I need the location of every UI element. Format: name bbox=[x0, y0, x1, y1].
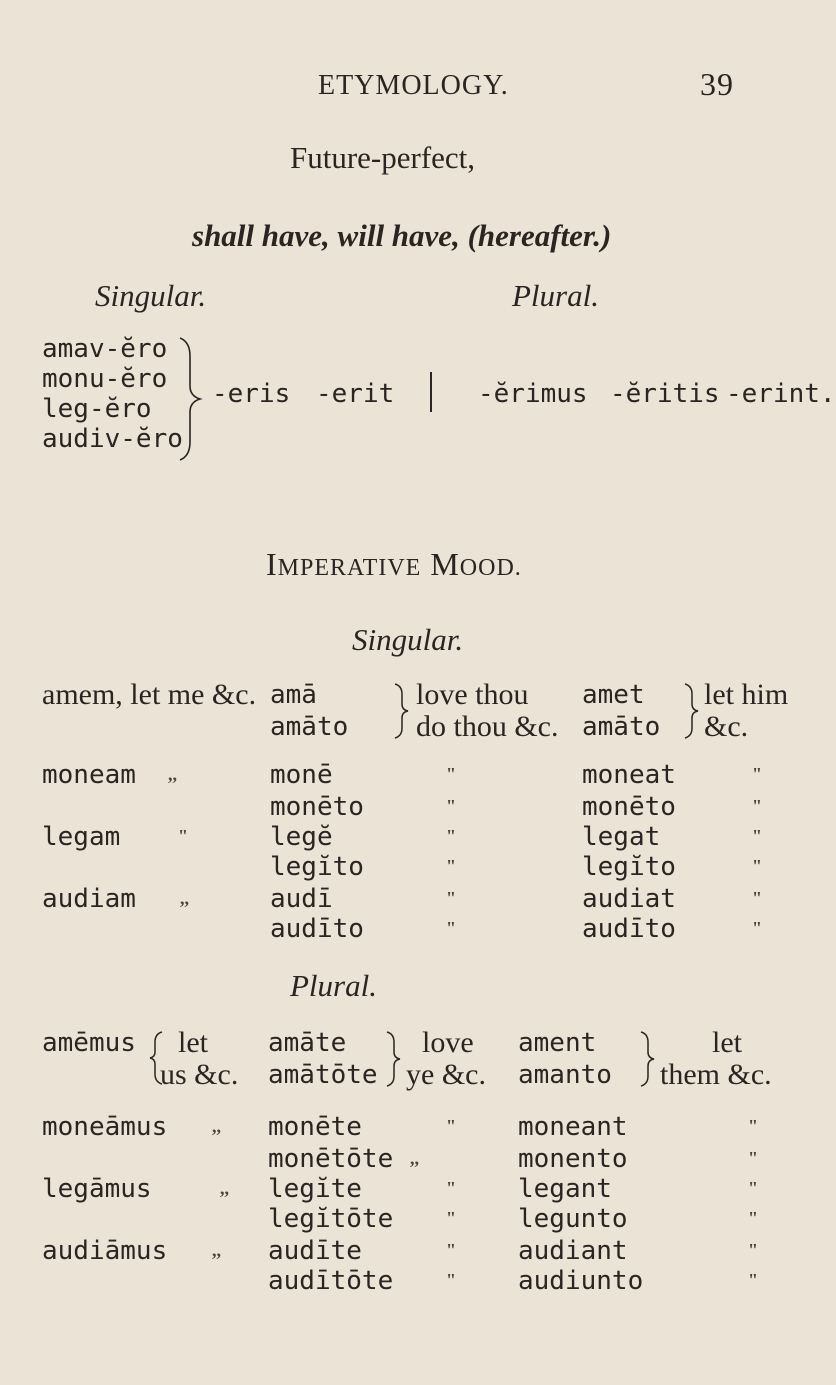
audito-2: audīto bbox=[270, 914, 364, 944]
gloss-do-thou: do thou &c. bbox=[416, 710, 559, 743]
ditto-mark: " bbox=[178, 826, 188, 846]
gloss-us-etc: us &c. bbox=[160, 1058, 239, 1091]
audiamus: audiāmus bbox=[42, 1236, 168, 1266]
moneamus: moneāmus bbox=[42, 1112, 168, 1142]
amato-3: amāto bbox=[582, 712, 661, 742]
mone: monē bbox=[270, 760, 333, 790]
ditto-mark: " bbox=[752, 888, 762, 908]
running-head: ETYMOLOGY. bbox=[318, 70, 509, 101]
singular-label: Singular. bbox=[95, 278, 207, 313]
monetote: monētōte bbox=[268, 1144, 394, 1174]
lege: legĕ bbox=[270, 822, 333, 852]
plural-label: Plural. bbox=[512, 278, 599, 313]
ama: amā bbox=[270, 680, 317, 710]
audiant: audiant bbox=[518, 1236, 628, 1266]
tense-translation: shall have, will have, (hereafter.) bbox=[192, 218, 612, 253]
gloss-ye-etc: ye &c. bbox=[406, 1058, 486, 1091]
ditto-mark: " bbox=[446, 918, 456, 938]
mood-title: IMPERATIVE MOOD. bbox=[266, 546, 522, 582]
brace-amet bbox=[682, 682, 702, 740]
ament: ament bbox=[518, 1028, 597, 1058]
gloss-let-them: let bbox=[712, 1026, 742, 1059]
ditto-mark: " bbox=[752, 796, 762, 816]
legitote: legĭtōte bbox=[268, 1204, 394, 1234]
ditto-mark: ,, bbox=[410, 1148, 419, 1168]
ending-eritis: -ĕritis bbox=[610, 379, 720, 409]
ditto-mark: " bbox=[446, 1240, 456, 1260]
ending-erimus: -ĕrimus bbox=[478, 379, 588, 409]
legam: legam bbox=[42, 822, 121, 852]
gloss-them-etc: them &c. bbox=[660, 1058, 772, 1091]
legant: legant bbox=[518, 1174, 612, 1204]
ditto-mark: " bbox=[748, 1240, 758, 1260]
page-number: 39 bbox=[700, 66, 734, 102]
moneat: moneat bbox=[582, 760, 676, 790]
stem-amav: amav-ĕro bbox=[42, 334, 168, 364]
amem-entry: amem, let me &c. bbox=[42, 678, 257, 711]
ditto-mark: " bbox=[446, 856, 456, 876]
ditto-mark: " bbox=[446, 1270, 456, 1290]
audito-3: audīto bbox=[582, 914, 676, 944]
amanto: amanto bbox=[518, 1060, 612, 1090]
number-divider bbox=[430, 372, 432, 412]
moneto-2: monēto bbox=[270, 792, 364, 822]
brace-ama bbox=[392, 682, 412, 740]
ditto-mark: " bbox=[748, 1270, 758, 1290]
auditote: audītōte bbox=[268, 1266, 394, 1296]
audiunto: audiunto bbox=[518, 1266, 644, 1296]
ending-erit: -erit bbox=[316, 379, 395, 409]
legamus: legāmus bbox=[42, 1174, 152, 1204]
legite: legĭte bbox=[268, 1174, 362, 1204]
legito-2: legĭto bbox=[270, 852, 364, 882]
stem-leg: leg-ĕro bbox=[42, 394, 152, 424]
ditto-mark: " bbox=[748, 1208, 758, 1228]
gloss-let-him: let him bbox=[704, 678, 789, 711]
audi: audī bbox=[270, 884, 333, 914]
imperative-singular-label: Singular. bbox=[352, 622, 464, 657]
legunto: legunto bbox=[518, 1204, 628, 1234]
ditto-mark: " bbox=[752, 856, 762, 876]
ditto-mark: " bbox=[446, 826, 456, 846]
ditto-mark: ,, bbox=[220, 1178, 229, 1198]
ditto-mark: " bbox=[446, 764, 456, 784]
audiam: audiam bbox=[42, 884, 136, 914]
ending-erint: -erint. bbox=[726, 379, 836, 409]
ditto-mark: ,, bbox=[212, 1240, 221, 1260]
ditto-mark: " bbox=[446, 1178, 456, 1198]
gloss-etc-3: &c. bbox=[704, 710, 749, 743]
ditto-mark: " bbox=[748, 1116, 758, 1136]
audite: audīte bbox=[268, 1236, 362, 1266]
stem-audiv: audiv-ĕro bbox=[42, 424, 183, 454]
legat: legat bbox=[582, 822, 661, 852]
ditto-mark: " bbox=[752, 918, 762, 938]
amato-2: amāto bbox=[270, 712, 349, 742]
monento: monento bbox=[518, 1144, 628, 1174]
ditto-mark: ,, bbox=[168, 764, 177, 784]
ditto-mark: " bbox=[752, 764, 762, 784]
amate: amāte bbox=[268, 1028, 347, 1058]
brace-ament bbox=[638, 1030, 658, 1088]
audiat: audiat bbox=[582, 884, 676, 914]
moneam: moneam bbox=[42, 760, 136, 790]
amemus: amēmus bbox=[42, 1028, 136, 1058]
monete: monēte bbox=[268, 1112, 362, 1142]
ditto-mark: " bbox=[748, 1178, 758, 1198]
amet: amet bbox=[582, 680, 645, 710]
stems-brace bbox=[176, 336, 206, 462]
amatote: amātōte bbox=[268, 1060, 378, 1090]
moneto-3: monēto bbox=[582, 792, 676, 822]
legito-3: legĭto bbox=[582, 852, 676, 882]
tense-title: Future-perfect, bbox=[290, 140, 476, 175]
ditto-mark: " bbox=[446, 888, 456, 908]
gloss-let-us: let bbox=[178, 1026, 208, 1059]
gloss-love-thou: love thou bbox=[416, 678, 529, 711]
ditto-mark: " bbox=[752, 826, 762, 846]
brace-amate bbox=[384, 1030, 404, 1088]
gloss-love: love bbox=[422, 1026, 474, 1059]
ditto-mark: " bbox=[446, 1208, 456, 1228]
ditto-mark: " bbox=[446, 796, 456, 816]
ditto-mark: ,, bbox=[180, 888, 189, 908]
ditto-mark: " bbox=[748, 1148, 758, 1168]
moneant: moneant bbox=[518, 1112, 628, 1142]
ending-eris: -eris bbox=[212, 379, 291, 409]
imperative-plural-label: Plural. bbox=[290, 968, 377, 1003]
ditto-mark: ,, bbox=[212, 1116, 221, 1136]
ditto-mark: " bbox=[446, 1116, 456, 1136]
stem-monu: monu-ĕro bbox=[42, 364, 168, 394]
